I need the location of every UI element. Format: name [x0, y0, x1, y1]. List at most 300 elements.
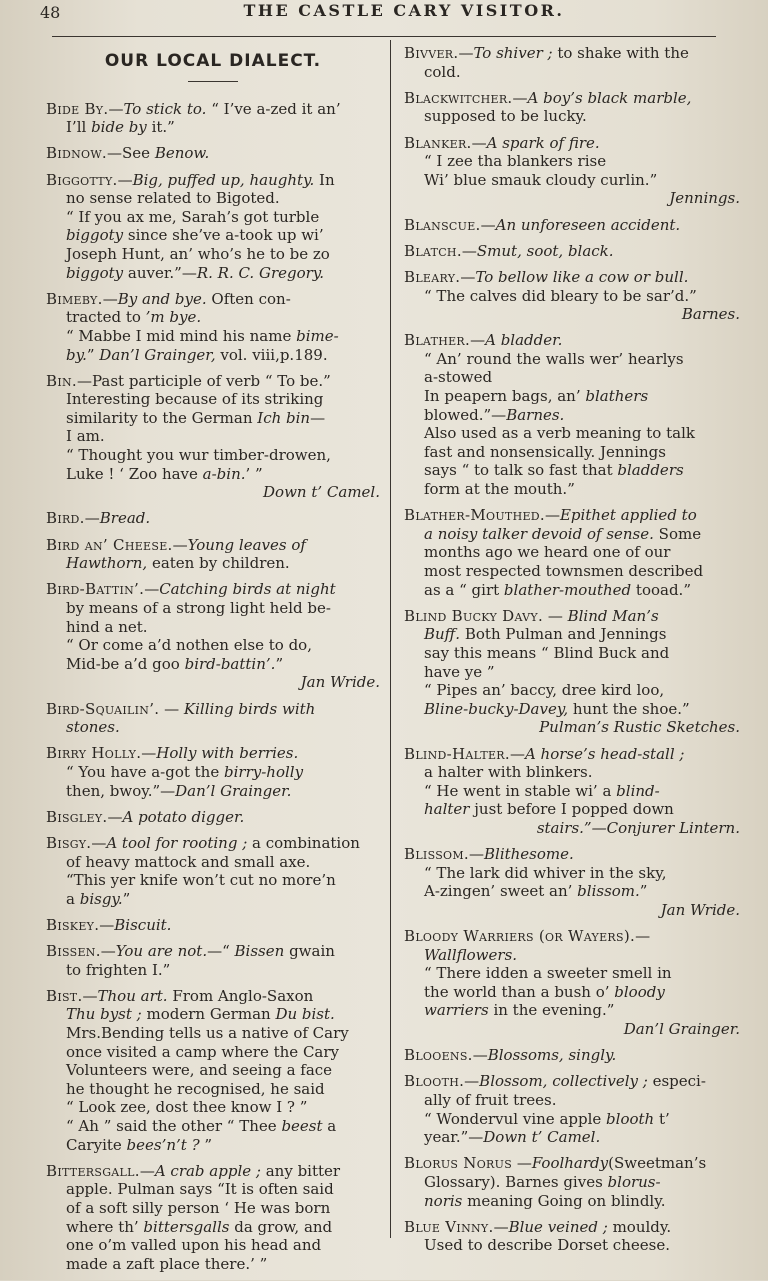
dialect-entry: [46, 1162, 380, 1274]
entry-italic-text: Dan’l Grainger.: [175, 781, 292, 800]
entry-line: [404, 964, 740, 983]
entry-italic-text: beest: [281, 1117, 323, 1135]
dialect-entry: [404, 927, 740, 1039]
left-entries: [46, 100, 380, 1274]
entry-italic-text: Ich bin: [257, 408, 311, 427]
entry-text: “ Mabbe I mid mind his name: [66, 326, 297, 345]
entry-text: Caryite: [66, 1135, 127, 1154]
entry-italic-text: Blithesome.: [484, 845, 574, 864]
entry-italic-text: A spark of fire.: [486, 133, 600, 152]
entry-text: —: [460, 267, 476, 286]
entry-text: Jan Wride.: [300, 673, 380, 692]
entry-text: meaning Going on blindly.: [462, 1191, 666, 1210]
entry-italic-text: by.: [66, 345, 87, 364]
entry-headword: Biggotty.: [46, 170, 118, 189]
dialect-entry: [404, 1046, 740, 1065]
entry-line: [46, 834, 380, 853]
dialect-entry: [404, 44, 740, 81]
entry-text: Glossary). Barnes gives: [424, 1172, 608, 1191]
entry-text: “ He went in stable wi’ a: [424, 781, 617, 800]
entry-line: [404, 1218, 740, 1237]
entry-text: Luke ! ‘ Zoo have: [66, 464, 203, 483]
left-column: [46, 44, 380, 1281]
entry-italic-text: halter: [424, 800, 470, 819]
entry-headword: Blind-Halter.: [404, 744, 510, 763]
entry-text: ”: [86, 345, 100, 364]
dialect-entry: [404, 1218, 740, 1255]
entry-line: [404, 1192, 740, 1211]
entry-text: eaten by children.: [147, 554, 290, 573]
entry-line: [46, 718, 380, 737]
entry-line: [404, 562, 740, 581]
entry-italic-text: Hawthorn,: [66, 554, 148, 573]
entry-text: he thought he recognised, he said: [66, 1079, 325, 1098]
entry-text: —: [107, 807, 123, 826]
entry-text: tracted to: [66, 308, 146, 327]
entry-italic-text: ’m bye.: [145, 308, 202, 327]
entry-text: In: [314, 170, 335, 189]
entry-headword: Blanscue.: [404, 215, 481, 234]
entry-text: since she’ve a-took up wi’: [123, 226, 324, 245]
entry-line: [46, 189, 380, 208]
entry-text: —: [472, 1046, 488, 1065]
entry-italic-text: bladders: [617, 461, 684, 480]
entry-text: “ Ah ” said the other “ Thee: [66, 1117, 282, 1135]
entry-line: [404, 107, 740, 126]
entry-headword: Bittersgall.: [46, 1161, 140, 1180]
entry-line: [46, 346, 380, 365]
entry-italic-text: Barnes.: [506, 405, 565, 424]
entry-italic-text: You are not.: [115, 942, 208, 961]
entry-italic-text: bees’n’t ?: [126, 1135, 200, 1154]
dialect-entry: [404, 216, 740, 235]
entry-text: says “ to talk so fast that: [424, 461, 618, 480]
entry-text: similarity to the German: [66, 408, 258, 427]
entry-text: ”: [199, 1135, 213, 1154]
entry-line: [46, 782, 380, 801]
entry-headword: Blather-Mouthed.: [404, 506, 545, 525]
entry-text: “ Pipes an’ baccy, dree kird loo,: [424, 681, 665, 700]
entry-text: —: [458, 44, 474, 62]
entry-line: [46, 890, 380, 909]
entry-text: —: [141, 744, 157, 763]
entry-line: [46, 700, 380, 719]
entry-text: “This yer knife won’t cut no more’n: [66, 871, 336, 890]
entry-line: [46, 1136, 380, 1155]
entry-line: [46, 655, 380, 674]
entry-line: [404, 927, 740, 946]
entry-line: [404, 644, 740, 663]
entry-text: —: [469, 845, 484, 864]
dialect-entry: [404, 242, 740, 261]
entry-text: cold.: [424, 62, 461, 81]
column-divider: [390, 40, 391, 1238]
entry-source: [404, 305, 740, 324]
entry-line: [46, 144, 380, 163]
entry-text: —: [461, 241, 477, 260]
entry-line: [46, 308, 380, 327]
entry-text: t’: [654, 1109, 670, 1128]
entry-text: where th’: [66, 1217, 144, 1236]
entry-italic-text: birry-holly: [224, 762, 304, 781]
entry-italic-text: Thou art.: [97, 986, 168, 1005]
entry-text: Often con-: [206, 289, 291, 308]
page-header: [0, 0, 768, 34]
entry-text: once visited a camp where the Cary: [66, 1042, 340, 1061]
entry-italic-text: An unforeseen accident.: [495, 215, 681, 234]
entry-text: form at the mouth.”: [424, 480, 575, 499]
entry-text: Jan Wride.: [660, 900, 740, 919]
dialect-entry: [404, 331, 740, 498]
entry-text: tooad.”: [631, 580, 691, 599]
dialect-entry: [46, 171, 380, 283]
entry-italic-text: Buff.: [424, 625, 461, 644]
entry-text: —: [543, 606, 568, 625]
entry-headword: Blind Bucky Davy.: [404, 606, 544, 625]
entry-line: [46, 465, 380, 484]
entry-text: as a “ girt: [424, 580, 504, 599]
entry-line: [404, 946, 740, 965]
entry-text: —: [144, 580, 160, 599]
entry-text: —: [82, 986, 98, 1005]
entry-text: —: [544, 506, 560, 525]
entry-text: Some: [653, 524, 702, 543]
entry-italic-text: Catching birds at night: [159, 580, 336, 599]
entry-text: Pulman’s Rustic Sketches.: [539, 718, 740, 737]
entry-line: [46, 536, 380, 555]
dialect-entry: [46, 744, 380, 800]
entry-text: Mrs.Bending tells us a native of Cary: [66, 1024, 349, 1043]
entry-line: [46, 618, 380, 637]
entry-italic-text: A crab apple ;: [154, 1161, 261, 1180]
entry-text: —: [100, 942, 116, 961]
entry-text: the world than a bush o’: [424, 982, 615, 1001]
entry-italic-text: Benow.: [154, 144, 210, 163]
entry-italic-text: bird-battin’.: [184, 654, 276, 673]
entry-text: no sense related to Bigoted.: [66, 189, 280, 208]
entry-text: any bitter: [260, 1161, 341, 1180]
entry-line: [46, 264, 380, 283]
entry-line: [46, 744, 380, 763]
entry-italic-text: A tool for rooting ;: [106, 833, 248, 852]
entry-line: [46, 1117, 380, 1136]
entry-text: “ You have a-got the: [66, 762, 224, 781]
entry-italic-text: Young leaves of: [187, 535, 306, 554]
entry-line: [404, 216, 740, 235]
entry-text: to shake with the: [552, 44, 689, 62]
entry-italic-text: blooth: [606, 1109, 655, 1128]
entry-text: Mid-be a’d goo: [66, 654, 185, 673]
dialect-entry: [46, 808, 380, 827]
entry-text: fast and nonsensically. Jennings: [424, 442, 666, 461]
entry-text: —: [117, 170, 133, 189]
entry-line: [46, 961, 380, 980]
entry-text: of a soft silly person ‘ He was born: [66, 1198, 331, 1217]
entry-italic-text: warriers: [424, 1001, 489, 1020]
entry-text: “ An’ round the walls wer’ hearlys: [424, 349, 684, 368]
entry-line: [404, 882, 740, 901]
entry-italic-text: blind-: [616, 781, 660, 800]
entry-text: Volunteers were, and seeing a face: [66, 1061, 333, 1080]
entry-headword: Bivver.: [404, 44, 459, 62]
entry-source: [404, 189, 740, 208]
entry-line: [46, 1236, 380, 1255]
entry-line: [404, 171, 740, 190]
entry-line: [404, 406, 740, 425]
entry-text: Interesting because of its striking: [66, 390, 324, 409]
page-number: 48: [40, 3, 61, 22]
entry-italic-text: bloody: [614, 982, 665, 1001]
dialect-entry: [404, 268, 740, 324]
entry-line: [404, 800, 740, 819]
entry-headword: Bird an’ Cheese.: [46, 535, 173, 554]
entry-text: a combination: [247, 833, 360, 852]
entry-text: —: [480, 215, 496, 234]
entry-line: [404, 681, 740, 700]
entry-line: [404, 782, 740, 801]
entry-headword: Bist.: [46, 986, 83, 1005]
entry-headword: Birry Holly.: [46, 744, 142, 763]
entry-italic-text: blathers: [585, 387, 649, 406]
entry-italic-text: Foolhardy: [531, 1154, 609, 1173]
entry-line: [46, 871, 380, 890]
entry-line: [404, 424, 740, 443]
entry-text: “ Wondervul vine apple: [424, 1109, 607, 1128]
entry-line: [46, 636, 380, 655]
entry-line: [404, 506, 740, 525]
dialect-entry: [404, 1072, 740, 1146]
dialect-entry: [46, 372, 380, 502]
entry-line: [404, 1046, 740, 1065]
entry-text: “ I zee tha blankers rise: [424, 152, 607, 171]
entry-text: have ye ”: [424, 662, 495, 681]
entry-italic-text: bime-: [296, 326, 339, 345]
entry-headword: Bird.: [46, 509, 85, 528]
entry-line: [404, 1128, 740, 1147]
entry-italic-text: biggoty: [66, 226, 124, 245]
entry-text: Wi’ blue smauk cloudy curlin.”: [424, 170, 658, 189]
entry-text: to frighten I.”: [66, 960, 171, 979]
entry-text: —: [159, 699, 184, 718]
entry-source: [46, 673, 380, 692]
entry-text: a: [66, 889, 80, 908]
entry-italic-text: Smut, soot, black.: [476, 241, 614, 260]
entry-headword: Biskey.: [46, 915, 100, 934]
entry-headword: Bloody Warriers (or Wayers).: [404, 927, 636, 946]
entry-text: a-stowed: [424, 368, 493, 387]
entry-italic-text: Du bist.: [275, 1005, 335, 1024]
entry-text: Both Pulman and Jennings: [460, 625, 667, 644]
entry-headword: Blackwitcher.: [404, 88, 513, 107]
entry-text: —: [172, 535, 188, 554]
entry-line: [46, 1024, 380, 1043]
entry-text: —: [139, 1161, 155, 1180]
entry-italic-text: a noisy talker devoid of sense.: [424, 524, 654, 543]
entry-line: [46, 290, 380, 309]
entry-line: [404, 1173, 740, 1192]
entry-headword: Blooens.: [404, 1046, 473, 1065]
entry-italic-text: stones.: [66, 718, 120, 737]
entry-text: A-zingen’ sweet an’: [424, 882, 578, 901]
header-rule: [52, 36, 716, 37]
entry-text: From Anglo-Saxon: [167, 986, 314, 1005]
entry-text: of heavy mattock and small axe.: [66, 852, 311, 871]
entry-line: [404, 864, 740, 883]
entry-italic-text: Killing birds with: [183, 699, 316, 718]
entry-text: one o’m valled upon his head and: [66, 1236, 322, 1255]
entry-italic-text: Blossom, collectively ;: [479, 1072, 648, 1091]
entry-line: [404, 242, 740, 261]
entry-text: —: [310, 408, 326, 427]
entry-line: [404, 387, 740, 406]
entry-line: [404, 350, 740, 369]
entry-source: [404, 718, 740, 737]
entry-text: “ Look zee, dost thee know I ? ”: [66, 1098, 308, 1117]
entry-text: Barnes.: [681, 305, 740, 324]
entry-italic-text: Dan’l Grainger,: [99, 345, 216, 364]
entry-source: [404, 819, 740, 838]
dialect-entry: [404, 89, 740, 126]
entry-text: a: [322, 1117, 337, 1135]
dialect-entry: [46, 536, 380, 573]
entry-line: [46, 1255, 380, 1274]
entry-headword: Bird-Squailin’.: [46, 699, 160, 718]
entry-headword: Blooth.: [404, 1072, 465, 1091]
entry-line: [46, 1098, 380, 1117]
dialect-entry: [46, 100, 380, 137]
entry-text: —: [99, 915, 115, 934]
entry-text: —: [108, 99, 124, 118]
entry-italic-text: Holly with berries.: [156, 744, 299, 763]
entry-text: say this means “ Blind Buck and: [424, 643, 670, 662]
entry-italic-text: blorus-: [607, 1172, 661, 1191]
entry-text: ”: [275, 654, 284, 673]
entry-line: [404, 845, 740, 864]
entry-headword: Blather.: [404, 331, 471, 350]
entry-text: vol. viii,p.189.: [215, 345, 328, 364]
entry-text: by means of a strong light held be-: [66, 599, 331, 617]
entry-text: “ Or come a’d nothen else to do,: [66, 636, 312, 655]
entry-line: [46, 327, 380, 346]
entry-line: [46, 987, 380, 1006]
dialect-entry: [404, 607, 740, 737]
entry-headword: Blissom.: [404, 845, 469, 864]
entry-headword: Bide By.: [46, 99, 109, 118]
entry-text: “ The calves did bleary to be sar’d.”: [424, 286, 697, 305]
entry-line: [404, 152, 740, 171]
entry-line: [404, 581, 740, 600]
entry-text: —: [91, 833, 107, 852]
entry-italic-text: Bline-bucky-Davey,: [424, 699, 569, 718]
running-title: THE CASTLE CARY VISITOR.: [243, 1, 565, 20]
entry-text: —See: [107, 144, 155, 163]
dialect-entry: [404, 745, 740, 838]
entry-text: —: [470, 331, 486, 350]
entry-italic-text: A potato digger.: [122, 807, 245, 826]
entry-text: most respected townsmen described: [424, 562, 704, 580]
entry-headword: Bin.: [46, 371, 77, 390]
entry-line: [46, 853, 380, 872]
entry-line: [404, 461, 740, 480]
entry-italic-text: Wallflowers.: [424, 945, 518, 964]
dialect-entry: [46, 509, 380, 528]
entry-line: [46, 245, 380, 264]
entry-line: [404, 268, 740, 287]
entry-text: stairs.”—Conjurer Lintern.: [536, 818, 740, 837]
dialect-entry: [46, 580, 380, 692]
entry-italic-text: bide by: [91, 118, 147, 137]
entry-line: [404, 1072, 740, 1091]
entry-line: [46, 599, 380, 618]
entry-headword: Blorus Norus: [404, 1154, 513, 1173]
entry-text: mouldy.: [607, 1217, 672, 1236]
entry-text: a halter with blinkers.: [424, 763, 593, 782]
entry-italic-text: A horse’s head-stall ;: [524, 744, 685, 763]
entry-text: in the evening.”: [488, 1001, 615, 1020]
entry-text: “ If you ax me, Sarah’s got turble: [66, 207, 320, 226]
entry-line: [46, 1080, 380, 1099]
dialect-entry: [46, 290, 380, 364]
dialect-entry: [46, 834, 380, 908]
entry-text: —Past participle of verb “ To be.”: [76, 371, 331, 390]
entry-text: Jennings.: [669, 189, 740, 208]
section-title: OUR LOCAL DIALECT.: [104, 51, 322, 71]
entry-headword: Blanker.: [404, 133, 472, 152]
entry-text: especi-: [647, 1072, 706, 1091]
entry-text: ”: [639, 882, 648, 901]
dialect-entry: [404, 1154, 740, 1210]
entry-italic-text: Blind Man’s: [567, 606, 659, 625]
entry-text: “ Thought you wur timber-drowen,: [66, 446, 331, 465]
entry-italic-text: A boy’s black marble,: [527, 88, 692, 107]
entry-text: —: [512, 88, 528, 107]
dialect-entry: [46, 144, 380, 163]
entry-line: [404, 543, 740, 562]
entry-italic-text: To bellow like a cow or bull.: [475, 267, 689, 286]
entry-line: [46, 509, 380, 528]
entry-line: [46, 763, 380, 782]
entry-text: —: [493, 1217, 509, 1236]
entry-source: [46, 483, 380, 502]
entry-text: made a zaft place there.’ ”: [66, 1254, 268, 1273]
entry-italic-text: To shiver ;: [473, 44, 553, 62]
entry-text: months ago we heard one of our: [424, 543, 671, 562]
entry-text: Also used as a verb meaning to talk: [424, 424, 695, 443]
entry-text: —: [102, 289, 118, 308]
entry-text: ’ ”: [245, 464, 263, 483]
entry-text: —: [635, 927, 651, 946]
entry-text: I am.: [66, 427, 105, 446]
entry-italic-text: Epithet applied to: [559, 506, 697, 525]
entry-text: it.”: [146, 118, 175, 137]
entry-text: gwain: [284, 942, 335, 961]
entry-headword: Bissen.: [46, 942, 101, 961]
entry-line: [46, 226, 380, 245]
entry-headword: Bimeby.: [46, 289, 103, 308]
entry-italic-text: Biscuit.: [114, 915, 172, 934]
entry-line: [404, 607, 740, 626]
entry-text: ally of fruit trees.: [424, 1091, 557, 1109]
entry-line: [404, 745, 740, 764]
entry-line: [46, 171, 380, 190]
entry-line: [404, 983, 740, 1002]
entry-italic-text: blissom.: [577, 882, 640, 901]
entry-italic-text: noris: [424, 1191, 463, 1210]
entry-headword: Bisgy.: [46, 833, 92, 852]
entry-line: [46, 916, 380, 935]
entry-line: [404, 700, 740, 719]
entry-text: “ The lark did whiver in the sky,: [424, 863, 667, 882]
